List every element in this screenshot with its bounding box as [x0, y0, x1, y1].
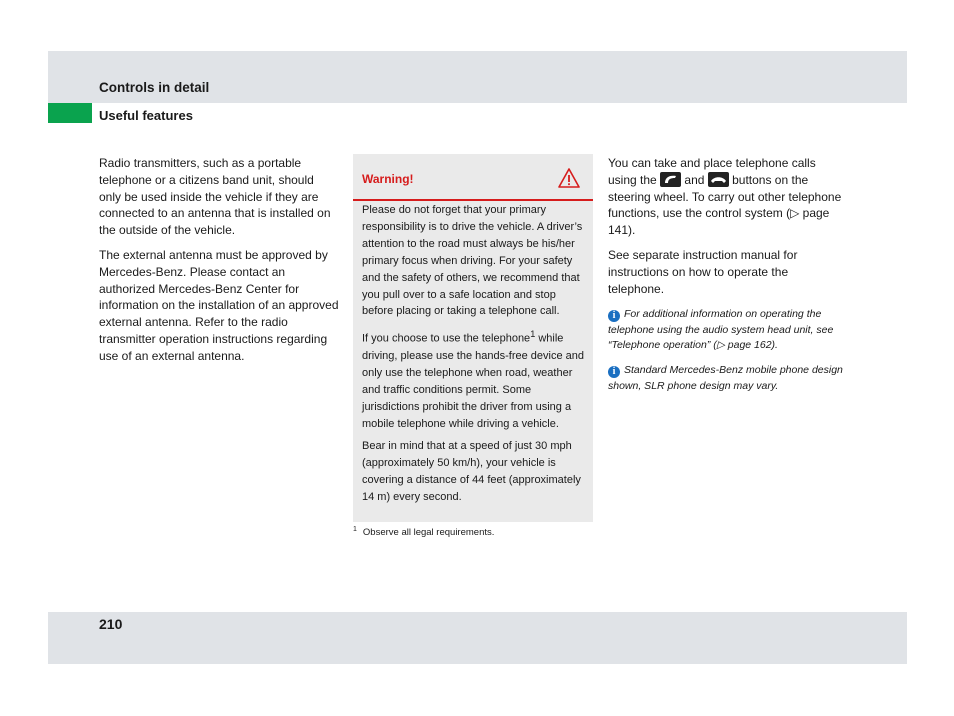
phone-hangup-icon: [708, 172, 729, 187]
subsection-title: Useful features: [99, 108, 193, 123]
header-band: [48, 51, 907, 103]
info-text: Standard Mercedes-Benz mobile phone design shown, SLR phone design may vary.: [608, 364, 843, 392]
text-span: and: [684, 172, 705, 187]
info-icon: i: [608, 310, 620, 322]
footer-band: [48, 612, 907, 664]
info-note: [608, 363, 848, 394]
paragraph: [608, 155, 843, 239]
warning-triangle-icon: [558, 167, 580, 189]
info-text: For additional information on operating the telephone using the audio system head unit, see “Telephone operation” (▷ page 162).: [608, 308, 834, 351]
page-number: 210: [99, 616, 123, 632]
footnote: [353, 526, 494, 538]
warning-paragraph: Please do not forget that your primary responsibility is to drive the vehicle. A driver’s attention to the road must always be his/her primary focus when driving. For your safety and the safety of others, we recommend that you pull over to a safe location and stop before placing or taking a telephone call.: [362, 204, 583, 318]
footnote-ref: 1: [530, 329, 536, 340]
warning-header: [353, 154, 593, 201]
paragraph: See separate instruction manual for instructions on how to operate the telephone.: [608, 247, 798, 296]
phone-pickup-icon: [660, 172, 681, 187]
paragraph: Radio transmitters, such as a portable telephone or a citizens band unit, should only be used inside the vehicle if they are connected to an antenna that is installed on the outside of the vehicle.: [99, 156, 331, 238]
section-marker: [48, 103, 92, 123]
warning-label: Warning!: [362, 172, 414, 186]
text-span: while driving, please use the hands-free device and only use the telephone when road, weather and traffic conditions permit. Some jurisdictions prohibit the driver from using a mobile telephone while driving a vehicle.: [362, 333, 584, 430]
text-span: buttons on the steering wheel. To carry out other telephone functions, use the control system (▷ page 141).: [608, 172, 842, 238]
footnote-number: 1: [353, 526, 357, 533]
info-icon: i: [608, 366, 620, 378]
warning-paragraph: [362, 326, 587, 432]
section-title: Controls in detail: [99, 80, 210, 95]
text-span: If you choose to use the telephone: [362, 333, 531, 345]
warning-box: [353, 154, 593, 522]
paragraph: The external antenna must be approved by Mercedes-Benz. Please contact an authorized Mercedes-Benz Center for information on the installation of an approved external antenna. Refer to the radio transmitter operation instructions regarding use of an external antenna.: [99, 247, 339, 363]
warning-paragraph: Bear in mind that at a speed of just 30 mph (approximately 50 km/h), your vehicle is covering a distance of 44 feet (approximately 14 m) every second.: [362, 440, 581, 504]
info-note: [608, 307, 848, 354]
text-span: You can take and place telephone calls using the: [608, 156, 816, 187]
warning-body: [362, 202, 587, 512]
footnote-text: Observe all legal requirements.: [362, 527, 495, 539]
right-column: [608, 155, 843, 305]
left-column: [99, 155, 339, 373]
